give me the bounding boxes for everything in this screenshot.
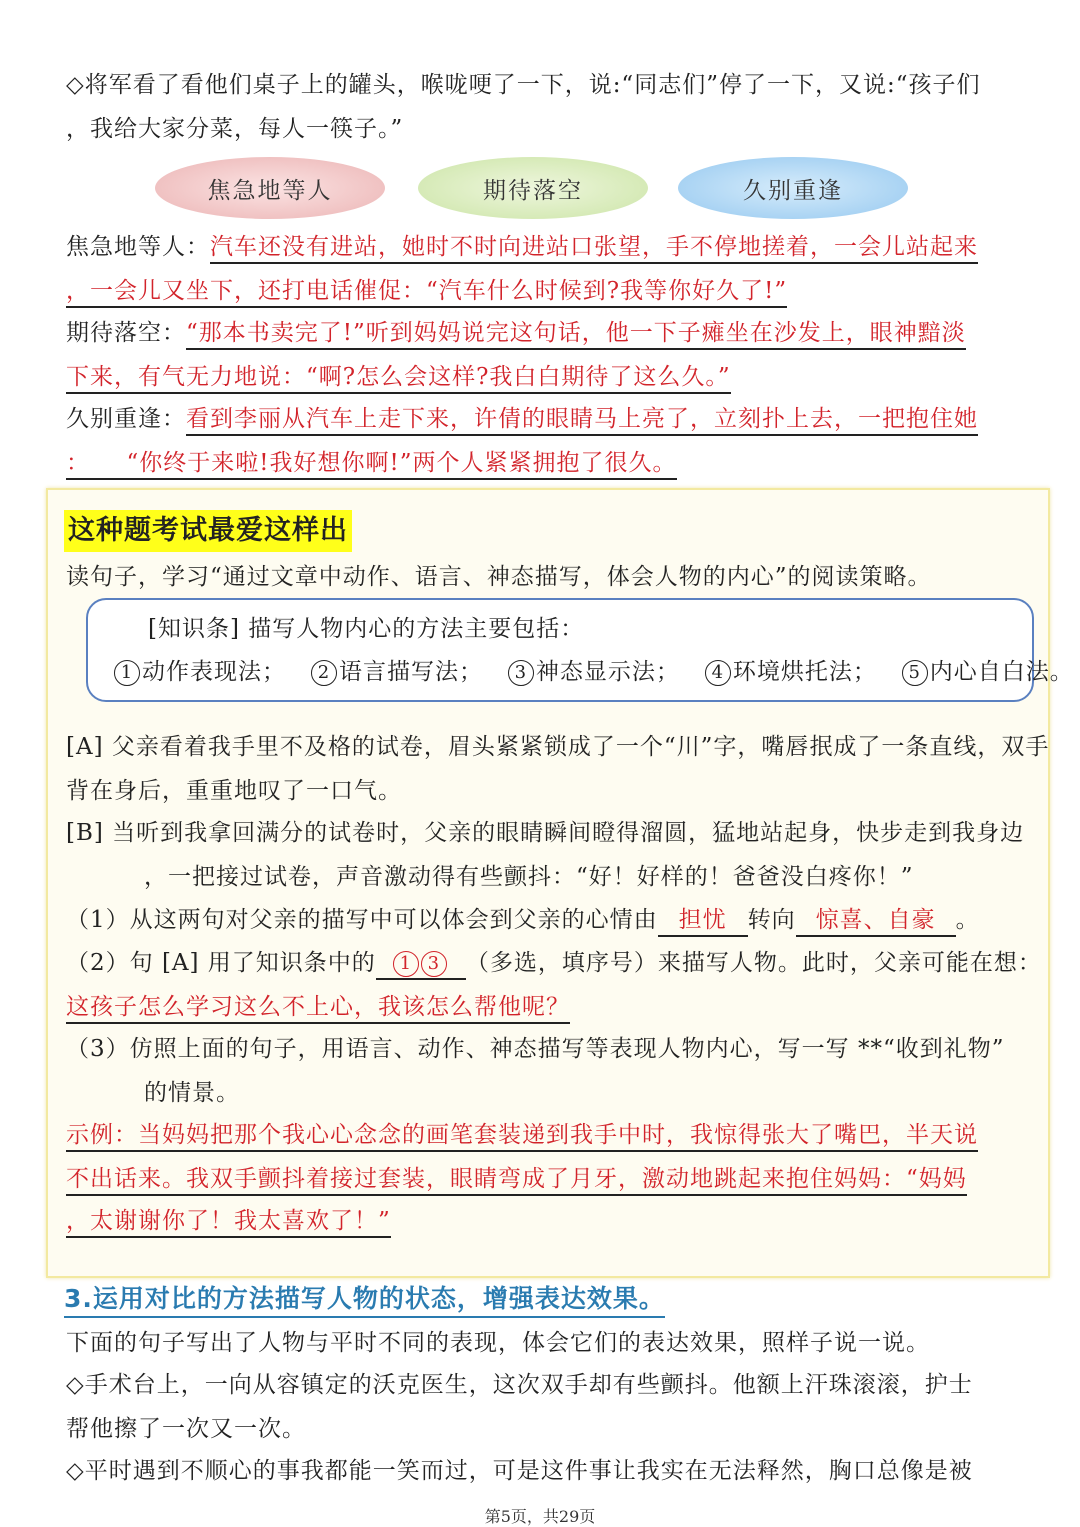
question-1 [66, 905, 980, 937]
section-3-title: 3.运用对比的方法描写人物的状态，增强表达效果。 [64, 1284, 665, 1318]
question-2-suffix: （多选，填序号）来描写人物。此时，父亲可能在想： [465, 950, 1042, 976]
example-text: 看到李丽从汽车上走下来，许倩的眼睛马上亮了，立刻扑上去，一把抱住她 [186, 406, 978, 436]
exam-title: 这种题考试最爱这样出 [64, 510, 352, 552]
pill-expectation-dashed: 期待落空 [418, 157, 648, 219]
question-2 [66, 948, 1042, 980]
sample-answer-line-1 [66, 1120, 978, 1150]
section-3-line-2: ◇手术台上，一向从容镇定的沃克医生，这次双手却有些颤抖。他额上汗珠滚滚，护士 [66, 1372, 973, 1398]
method-text: 神态显示法； [535, 659, 680, 685]
example-1-line-2 [66, 276, 787, 306]
sentence-b-line-2: ，一把接过试卷，声音激动得有些颤抖：“好！好样的！爸爸没白疼你！” [144, 864, 914, 890]
example-text: 下来，有气无力地说：“啊?怎么会这样?我白白期待了这么久。” [66, 364, 731, 394]
method-text: 环境烘托法； [732, 659, 877, 685]
method-number: 5 [902, 660, 928, 686]
example-text: 汽车还没有进站，她时不时向进站口张望，手不停地搓着，一会儿站起来 [210, 234, 978, 264]
example-label: 焦急地等人： [66, 234, 210, 260]
answer-blank-2: 惊喜、自豪 [796, 905, 956, 937]
example-3-line-1 [66, 404, 978, 434]
section-3-line-4: ◇平时遇到不顺心的事我都能一笑而过，可是这件事让我实在无法释然，胸口总像是被 [66, 1458, 973, 1484]
pill-reunion: 久别重逢 [678, 157, 908, 219]
sample-answer-line-2 [66, 1164, 967, 1194]
example-text: ，一会儿又坐下，还打电话催促：“汽车什么时候到?我等你好久了!” [66, 278, 787, 308]
section-3-line-3: 帮他擦了一次又一次。 [66, 1416, 306, 1442]
sample-answer-text: ，太谢谢你了！我太喜欢了！” [66, 1208, 391, 1238]
example-1-line-1 [66, 232, 978, 262]
sentence-a-line-2: 背在身后，重重地叹了一口气。 [66, 778, 402, 804]
answer-blank-3 [376, 948, 466, 980]
question-2-answer-text: 这孩子怎么学习这么不上心，我该怎么帮他呢？ [66, 994, 570, 1024]
example-2-line-1 [66, 318, 966, 348]
section-3-line-1: 下面的句子写出了人物与平时不同的表现，体会它们的表达效果，照样子说一说。 [66, 1330, 930, 1356]
page-footer: 第5页，共29页 [484, 1507, 596, 1526]
question-3-line-2: 的情景。 [144, 1080, 240, 1106]
sentence-b-line-1: [B] 当听到我拿回满分的试卷时，父亲的眼睛瞬间瞪得溜圆，猛地站起身，快步走到我身边 [66, 820, 1025, 846]
answer-number: 3 [421, 951, 447, 977]
sentence-a-line-1: [A] 父亲看着我手里不及格的试卷，眉头紧紧锁成了一个“川”字，嘴唇抿成了一条直线，双手 [66, 734, 1050, 760]
question-2-answer [66, 992, 570, 1022]
method-number: 2 [311, 660, 337, 686]
question-1-mid: 转向 [747, 907, 796, 933]
answer-blank-1: 担忧 [658, 905, 748, 937]
method-text: 内心自白法。 [929, 659, 1074, 685]
method-text: 动作表现法； [142, 659, 286, 685]
example-2-line-2 [66, 362, 731, 392]
method-list [114, 657, 1074, 687]
exam-intro: 读句子，学习“通过文章中动作、语言、神态描写，体会人物的内心”的阅读策略。 [66, 564, 932, 590]
example-text: ： “你终于来啦!我好想你啊!”两个人紧紧拥抱了很久。 [66, 450, 677, 480]
pill-anxious-waiting: 焦急地等人 [155, 157, 385, 219]
sample-answer-text: 不出话来。我双手颤抖着接过套装，眼睛弯成了月牙，激动地跳起来抱住妈妈：“妈妈 [66, 1166, 967, 1196]
example-label: 期待落空： [66, 320, 186, 346]
example-text: “那本书卖完了!”听到妈妈说完这句话，他一下子瘫坐在沙发上，眼神黯淡 [186, 320, 966, 350]
method-text: 语言描写法； [338, 659, 483, 685]
quote-line-1: ◇将军看了看他们桌子上的罐头，喉咙哽了一下，说:“同志们”停了一下，又说:“孩子们 [66, 72, 981, 98]
question-2-prefix: （2）句 [A] 用了知识条中的 [66, 950, 376, 976]
method-number: 4 [705, 660, 731, 686]
question-1-end: 。 [955, 907, 980, 933]
question-1-prefix: （1）从这两句对父亲的描写中可以体会到父亲的心情由 [66, 907, 658, 933]
example-label: 久别重逢： [66, 406, 186, 432]
method-number: 3 [508, 660, 534, 686]
method-number: 1 [114, 660, 140, 686]
sample-answer-line-3 [66, 1206, 391, 1236]
quote-line-2: ，我给大家分菜，每人一筷子。” [66, 116, 404, 142]
knowledge-title: [知识条] 描写人物内心的方法主要包括： [148, 616, 585, 642]
example-3-line-2 [66, 448, 677, 478]
answer-number: 1 [393, 951, 419, 977]
sample-answer-text: 示例：当妈妈把那个我心心念念的画笔套装递到我手中时，我惊得张大了嘴巴，半天说 [66, 1122, 978, 1152]
question-3-line-1: （3）仿照上面的句子，用语言、动作、神态描写等表现人物内心，写一写 **“收到礼物” [66, 1036, 1005, 1062]
